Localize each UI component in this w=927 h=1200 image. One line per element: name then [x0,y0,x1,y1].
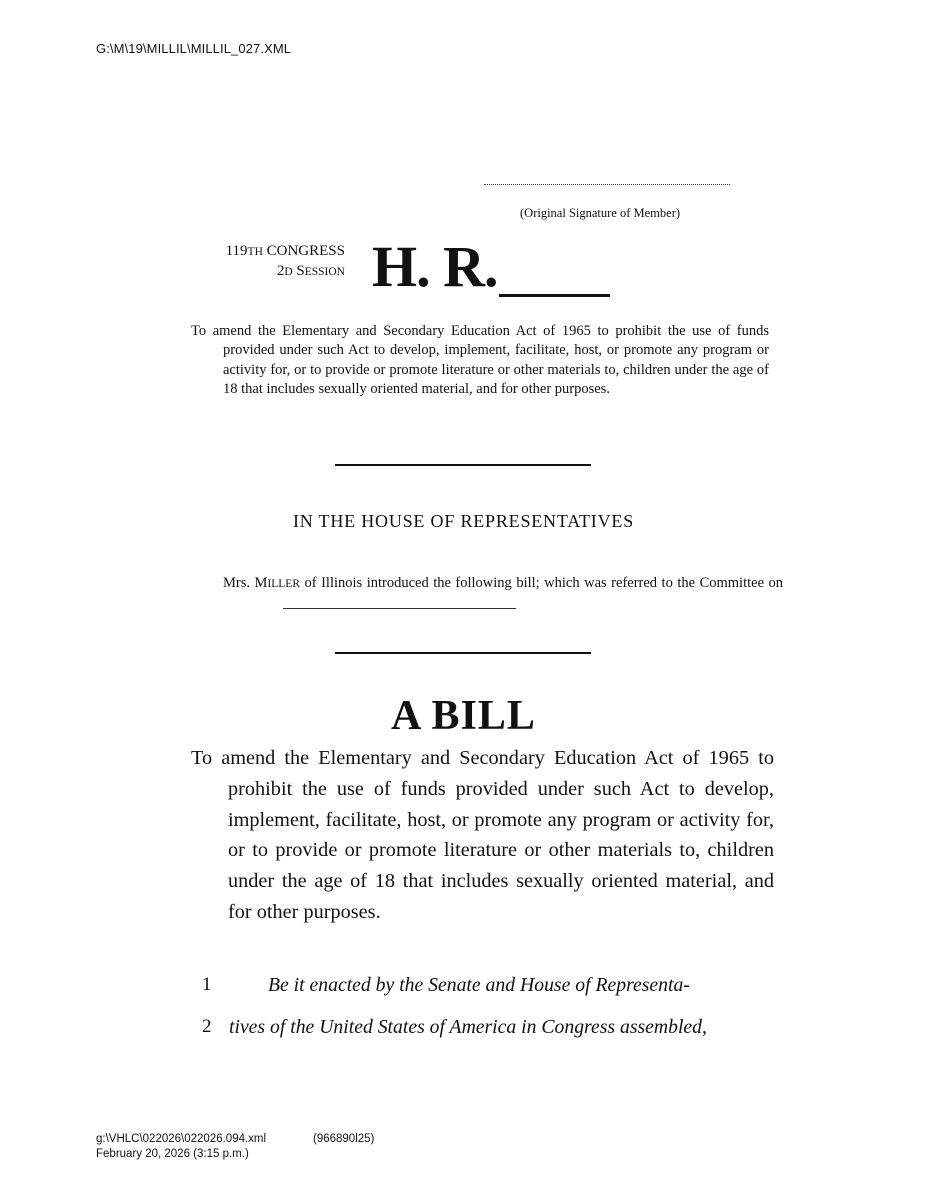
congress-word: CONGRESS [266,243,345,259]
session-line [190,262,345,282]
session-suffix: D [284,266,293,278]
divider-rule [335,464,591,466]
enacting-clause-line-2: tives of the United States of America in Congress assembled, [229,1016,707,1038]
house-heading: IN THE HOUSE OF REPRESENTATIVES [292,511,635,531]
sponsor-name-rest: ILLER [267,578,300,590]
congress-number: 119 [225,243,248,259]
sponsor-initial: M [254,575,268,591]
footer-file: g:\VHLC\022026\022026.094.xml [96,1133,267,1145]
introduction-statement [223,574,783,615]
session-initial: S [296,263,305,279]
congress-number-suffix: TH [247,246,263,258]
introduction-text: of Illinois introduced the following bill; which was referred to the Committee on [304,575,784,591]
divider-rule [335,652,591,654]
bill-summary: To amend the Elementary and Secondary Education Act of 1965 to prohibit the use of funds provided under such Act to develop, implement, facilitate, host, or promote any program or activity for, or to provide or promote literature or other materials to, children under the age of 18 that includes sexually oriented material, and for other purposes. [191,323,769,397]
footer-id: (966890l25) [313,1133,375,1145]
committee-blank [283,595,516,609]
file-path: G:\M\19\MILLIL\MILLIL_027.XML [96,41,292,56]
session-rest: ESSION [304,266,345,278]
signature-caption: (Original Signature of Member) [520,206,681,220]
a-bill-heading: A BILL [391,693,536,739]
congress-line [190,242,345,262]
line-number: 1 [202,974,212,995]
footer-date: February 20, 2026 (3:15 p.m.) [96,1148,249,1160]
footer-info [96,1132,266,1162]
enacting-clause-line-1: Be it enacted by the Senate and House of Representa- [268,974,690,996]
line-number: 2 [202,1016,212,1037]
congress-session [190,242,345,282]
signature-line [484,184,730,185]
session-number: 2 [276,263,285,279]
sponsor-title: Mrs. [223,575,250,591]
bill-number-blank [499,294,610,297]
bill-number: H. R. [372,234,498,299]
long-title: To amend the Elementary and Secondary Education Act of 1965 to prohibit the use of funds provided under such Act to develop, implement, facilitate, host, or promote any program or activity for, or to provide or promote literature or other materials to, children under the age of 18 that includes sexually oriented material, and for other purposes. [191,747,774,923]
